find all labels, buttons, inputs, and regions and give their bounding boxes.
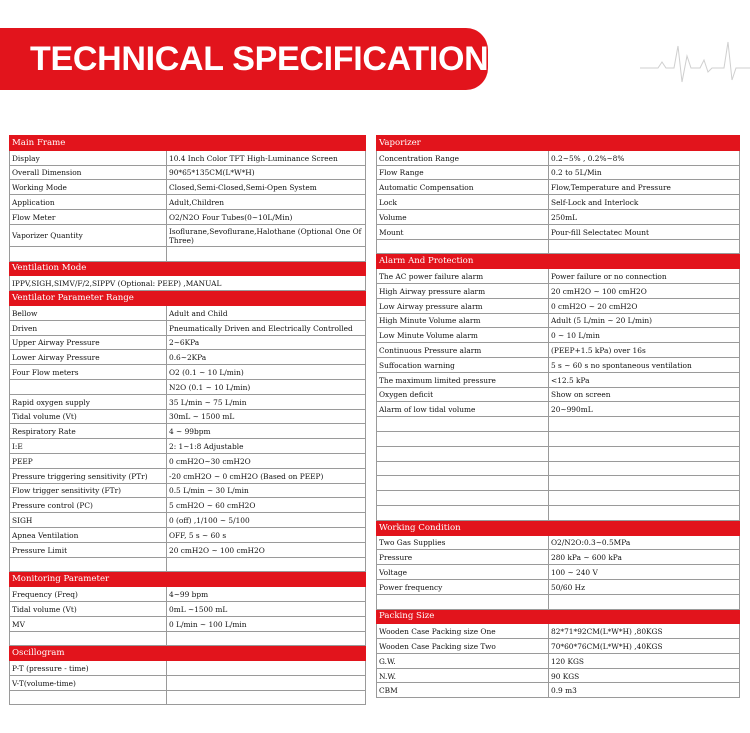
section-title: Monitoring Parameter bbox=[10, 572, 366, 587]
spec-value: 10.4 Inch Color TFT High-Luminance Screen bbox=[167, 150, 366, 165]
spec-label bbox=[10, 631, 167, 646]
spec-label: High Minute Volume alarm bbox=[377, 313, 549, 328]
table-row bbox=[377, 668, 740, 683]
table-row bbox=[10, 498, 366, 513]
table-row bbox=[10, 365, 366, 380]
spec-label bbox=[377, 505, 549, 520]
spec-label bbox=[10, 379, 167, 394]
table-row bbox=[377, 594, 740, 609]
table-row bbox=[377, 476, 740, 491]
spec-value: Isoflurane,Sevoflurane,Halothane (Optional One Of Three) bbox=[167, 224, 366, 246]
spec-label: Alarm of low tidal volume bbox=[377, 402, 549, 417]
spec-value: 0 ~ 10 L/min bbox=[549, 328, 740, 343]
table-row bbox=[10, 424, 366, 439]
table-row bbox=[377, 653, 740, 668]
section-title: Packing Size bbox=[377, 609, 740, 624]
spec-value: <12.5 kPa bbox=[549, 372, 740, 387]
spec-value bbox=[549, 594, 740, 609]
table-row bbox=[10, 276, 366, 291]
table-row bbox=[10, 195, 366, 210]
spec-label bbox=[377, 431, 549, 446]
spec-label: Lock bbox=[377, 195, 549, 210]
section-header bbox=[10, 136, 366, 151]
table-row bbox=[377, 431, 740, 446]
table-row bbox=[10, 542, 366, 557]
spec-label bbox=[377, 476, 549, 491]
table-row bbox=[377, 639, 740, 654]
spec-label bbox=[10, 690, 167, 705]
spec-value: -20 cmH2O ~ 0 cmH2O (Based on PEEP) bbox=[167, 468, 366, 483]
spec-value: Power failure or no connection bbox=[549, 269, 740, 284]
spec-value: 90 KGS bbox=[549, 668, 740, 683]
section-title: Oscillogram bbox=[10, 646, 366, 661]
section-header bbox=[377, 520, 740, 535]
spec-value: Closed,Semi-Closed,Semi-Open System bbox=[167, 180, 366, 195]
spec-label bbox=[10, 246, 167, 261]
spec-value: 0.2~5% , 0.2%~8% bbox=[549, 150, 740, 165]
spec-label: Voltage bbox=[377, 565, 549, 580]
spec-value: 30mL ~ 1500 mL bbox=[167, 409, 366, 424]
spec-label: Low Airway pressure alarm bbox=[377, 298, 549, 313]
spec-value: 0 (off) ,1/100 ~ 5/100 bbox=[167, 513, 366, 528]
spec-value: O2/N2O Four Tubes(0~10L/Min) bbox=[167, 209, 366, 224]
spec-label: The maximum limited pressure bbox=[377, 372, 549, 387]
spec-value bbox=[167, 246, 366, 261]
section-header bbox=[10, 261, 366, 276]
spec-label: Continuous Pressure alarm bbox=[377, 343, 549, 358]
spec-value: 0 cmH2O~30 cmH2O bbox=[167, 453, 366, 468]
table-row bbox=[10, 379, 366, 394]
spec-value: O2 (0.1 ~ 10 L/min) bbox=[167, 365, 366, 380]
table-row bbox=[10, 675, 366, 690]
spec-value bbox=[167, 690, 366, 705]
spec-value: 120 KGS bbox=[549, 653, 740, 668]
table-row bbox=[10, 246, 366, 261]
table-row bbox=[10, 320, 366, 335]
table-row bbox=[10, 150, 366, 165]
spec-label: MV bbox=[10, 616, 167, 631]
spec-label: Wooden Case Packing size Two bbox=[377, 639, 549, 654]
table-row bbox=[10, 557, 366, 572]
table-row bbox=[10, 394, 366, 409]
spec-label: P-T (pressure - time) bbox=[10, 661, 167, 676]
spec-value: 250mL bbox=[549, 209, 740, 224]
spec-value bbox=[167, 675, 366, 690]
spec-full-cell: IPPV,SIGH,SIMV/F/2,SIPPV (Optional: PEEP) ,MANUAL bbox=[10, 276, 366, 291]
spec-label bbox=[377, 446, 549, 461]
spec-value: Self-Lock and Interlock bbox=[549, 195, 740, 210]
spec-label: Power frequency bbox=[377, 579, 549, 594]
spec-value: 70*60*76CM(L*W*H) ,40KGS bbox=[549, 639, 740, 654]
spec-label: Oxygen deficit bbox=[377, 387, 549, 402]
section-header bbox=[10, 646, 366, 661]
table-row bbox=[10, 527, 366, 542]
table-row bbox=[10, 335, 366, 350]
table-row bbox=[10, 616, 366, 631]
table-row bbox=[377, 283, 740, 298]
spec-label: Flow Range bbox=[377, 165, 549, 180]
table-row bbox=[377, 269, 740, 284]
table-row bbox=[377, 150, 740, 165]
table-row bbox=[377, 461, 740, 476]
spec-label: Frequency (Freq) bbox=[10, 587, 167, 602]
spec-value bbox=[549, 446, 740, 461]
spec-value: Show on screen bbox=[549, 387, 740, 402]
spec-label: Application bbox=[10, 195, 167, 210]
table-row bbox=[377, 343, 740, 358]
spec-label: Rapid oxygen supply bbox=[10, 394, 167, 409]
spec-value: OFF, 5 s ~ 60 s bbox=[167, 527, 366, 542]
section-header bbox=[10, 291, 366, 306]
left-spec-table bbox=[9, 135, 366, 705]
spec-label bbox=[377, 491, 549, 506]
spec-value: 90*65*135CM(L*W*H) bbox=[167, 165, 366, 180]
spec-label: Pressure control (PC) bbox=[10, 498, 167, 513]
table-row bbox=[377, 446, 740, 461]
table-row bbox=[377, 491, 740, 506]
spec-label: N.W. bbox=[377, 668, 549, 683]
spec-label: Concentration Range bbox=[377, 150, 549, 165]
spec-label: Overall Dimension bbox=[10, 165, 167, 180]
table-row bbox=[10, 224, 366, 246]
spec-label bbox=[10, 557, 167, 572]
spec-value: Adult,Children bbox=[167, 195, 366, 210]
table-row bbox=[10, 601, 366, 616]
table-row bbox=[377, 239, 740, 254]
spec-label: Vaporizer Quantity bbox=[10, 224, 167, 246]
right-spec-table bbox=[376, 135, 740, 698]
table-row bbox=[377, 209, 740, 224]
table-row bbox=[10, 468, 366, 483]
spec-value: 0.6~2KPa bbox=[167, 350, 366, 365]
section-title: Main Frame bbox=[10, 136, 366, 151]
spec-value bbox=[167, 557, 366, 572]
spec-label: Tidal volume (Vt) bbox=[10, 409, 167, 424]
spec-label: Volume bbox=[377, 209, 549, 224]
table-row bbox=[10, 453, 366, 468]
spec-label: Apnea Ventilation bbox=[10, 527, 167, 542]
spec-value: 50/60 Hz bbox=[549, 579, 740, 594]
spec-label bbox=[377, 417, 549, 432]
table-row bbox=[10, 513, 366, 528]
spec-value bbox=[549, 505, 740, 520]
table-row bbox=[377, 550, 740, 565]
spec-value: 0.2 to 5L/Min bbox=[549, 165, 740, 180]
section-title: Vaporizer bbox=[377, 136, 740, 151]
spec-label: Working Mode bbox=[10, 180, 167, 195]
spec-value: 0 cmH2O ~ 20 cmH2O bbox=[549, 298, 740, 313]
spec-value: 5 s ~ 60 s no spontaneous ventilation bbox=[549, 357, 740, 372]
spec-label bbox=[377, 461, 549, 476]
spec-value bbox=[167, 631, 366, 646]
page-title: TECHNICAL SPECIFICATION bbox=[30, 40, 489, 78]
spec-label bbox=[377, 594, 549, 609]
table-row bbox=[10, 661, 366, 676]
spec-value: Adult (5 L/min ~ 20 L/min) bbox=[549, 313, 740, 328]
table-row bbox=[377, 417, 740, 432]
table-row bbox=[10, 483, 366, 498]
section-title: Alarm And Protection bbox=[377, 254, 740, 269]
spec-label: Display bbox=[10, 150, 167, 165]
table-row bbox=[377, 372, 740, 387]
spec-label: Upper Airway Pressure bbox=[10, 335, 167, 350]
section-title: Ventilation Mode bbox=[10, 261, 366, 276]
spec-label: Lower Airway Pressure bbox=[10, 350, 167, 365]
table-row bbox=[377, 402, 740, 417]
spec-label: SIGH bbox=[10, 513, 167, 528]
table-row bbox=[10, 165, 366, 180]
table-row bbox=[377, 565, 740, 580]
spec-label: Tidal volume (Vt) bbox=[10, 601, 167, 616]
table-row bbox=[377, 505, 740, 520]
heartbeat-line-icon bbox=[640, 38, 750, 86]
spec-label bbox=[377, 239, 549, 254]
spec-value bbox=[549, 417, 740, 432]
table-row bbox=[10, 180, 366, 195]
spec-value: Flow,Temperature and Pressure bbox=[549, 180, 740, 195]
spec-value: Pneumatically Driven and Electrically Controlled bbox=[167, 320, 366, 335]
spec-value: 4~99 bpm bbox=[167, 587, 366, 602]
spec-label: Pressure Limit bbox=[10, 542, 167, 557]
table-row bbox=[377, 328, 740, 343]
spec-value: 0mL ~1500 mL bbox=[167, 601, 366, 616]
table-row bbox=[377, 535, 740, 550]
spec-value: 20 cmH2O ~ 100 cmH2O bbox=[167, 542, 366, 557]
table-row bbox=[10, 439, 366, 454]
spec-value: 100 ~ 240 V bbox=[549, 565, 740, 580]
section-header bbox=[377, 254, 740, 269]
spec-label: Respiratory Rate bbox=[10, 424, 167, 439]
left-spec-column bbox=[9, 135, 365, 705]
spec-label: Bellow bbox=[10, 305, 167, 320]
spec-value: Pour-fill Selectatec Mount bbox=[549, 224, 740, 239]
table-row bbox=[377, 683, 740, 698]
spec-value: 280 kPa ~ 600 kPa bbox=[549, 550, 740, 565]
spec-value bbox=[549, 431, 740, 446]
spec-value bbox=[549, 461, 740, 476]
spec-value: 5 cmH2O ~ 60 cmH2O bbox=[167, 498, 366, 513]
spec-value: 35 L/min ~ 75 L/min bbox=[167, 394, 366, 409]
spec-label: Automatic Compensation bbox=[377, 180, 549, 195]
spec-label: Two Gas Supplies bbox=[377, 535, 549, 550]
spec-value: 20~990mL bbox=[549, 402, 740, 417]
table-row bbox=[377, 180, 740, 195]
spec-value: 2~6KPa bbox=[167, 335, 366, 350]
right-spec-column bbox=[376, 135, 739, 698]
spec-value: 0 L/min ~ 100 L/min bbox=[167, 616, 366, 631]
spec-value: 2: 1~1:8 Adjustable bbox=[167, 439, 366, 454]
spec-label: V-T(volume-time) bbox=[10, 675, 167, 690]
table-row bbox=[10, 350, 366, 365]
table-row bbox=[10, 209, 366, 224]
section-header bbox=[377, 136, 740, 151]
spec-label: Driven bbox=[10, 320, 167, 335]
table-row bbox=[10, 305, 366, 320]
spec-label: Suffocation warning bbox=[377, 357, 549, 372]
spec-label: The AC power failure alarm bbox=[377, 269, 549, 284]
spec-label: Flow trigger sensitivity (FTr) bbox=[10, 483, 167, 498]
table-row bbox=[377, 357, 740, 372]
spec-label: Low Minute Volume alarm bbox=[377, 328, 549, 343]
spec-value: N2O (0.1 ~ 10 L/min) bbox=[167, 379, 366, 394]
table-row bbox=[377, 298, 740, 313]
spec-value: 0.5 L/min ~ 30 L/min bbox=[167, 483, 366, 498]
table-row bbox=[10, 587, 366, 602]
spec-label: Pressure triggering sensitivity (PTr) bbox=[10, 468, 167, 483]
spec-label: Wooden Case Packing size One bbox=[377, 624, 549, 639]
table-row bbox=[377, 165, 740, 180]
spec-value: 0.9 m3 bbox=[549, 683, 740, 698]
section-title: Ventilator Parameter Range bbox=[10, 291, 366, 306]
table-row bbox=[10, 690, 366, 705]
spec-label: Four Flow meters bbox=[10, 365, 167, 380]
table-row bbox=[377, 313, 740, 328]
spec-label: I:E bbox=[10, 439, 167, 454]
spec-value: 4 ~ 99bpm bbox=[167, 424, 366, 439]
table-row bbox=[10, 631, 366, 646]
table-row bbox=[377, 387, 740, 402]
spec-value bbox=[167, 661, 366, 676]
section-title: Working Condition bbox=[377, 520, 740, 535]
spec-label: High Airway pressure alarm bbox=[377, 283, 549, 298]
table-row bbox=[10, 409, 366, 424]
spec-value: Adult and Child bbox=[167, 305, 366, 320]
spec-value: O2/N2O:0.3~0.5MPa bbox=[549, 535, 740, 550]
spec-label: CBM bbox=[377, 683, 549, 698]
spec-value bbox=[549, 239, 740, 254]
spec-label: G.W. bbox=[377, 653, 549, 668]
spec-value: 20 cmH2O ~ 100 cmH2O bbox=[549, 283, 740, 298]
spec-label: Mount bbox=[377, 224, 549, 239]
spec-label: Pressure bbox=[377, 550, 549, 565]
table-row bbox=[377, 624, 740, 639]
spec-label: Flow Meter bbox=[10, 209, 167, 224]
spec-value bbox=[549, 491, 740, 506]
section-header bbox=[10, 572, 366, 587]
table-row bbox=[377, 579, 740, 594]
table-row bbox=[377, 195, 740, 210]
spec-value: (PEEP+1.5 kPa) over 16s bbox=[549, 343, 740, 358]
table-row bbox=[377, 224, 740, 239]
spec-value: 82*71*92CM(L*W*H) ,80KGS bbox=[549, 624, 740, 639]
spec-value bbox=[549, 476, 740, 491]
section-header bbox=[377, 609, 740, 624]
spec-label: PEEP bbox=[10, 453, 167, 468]
